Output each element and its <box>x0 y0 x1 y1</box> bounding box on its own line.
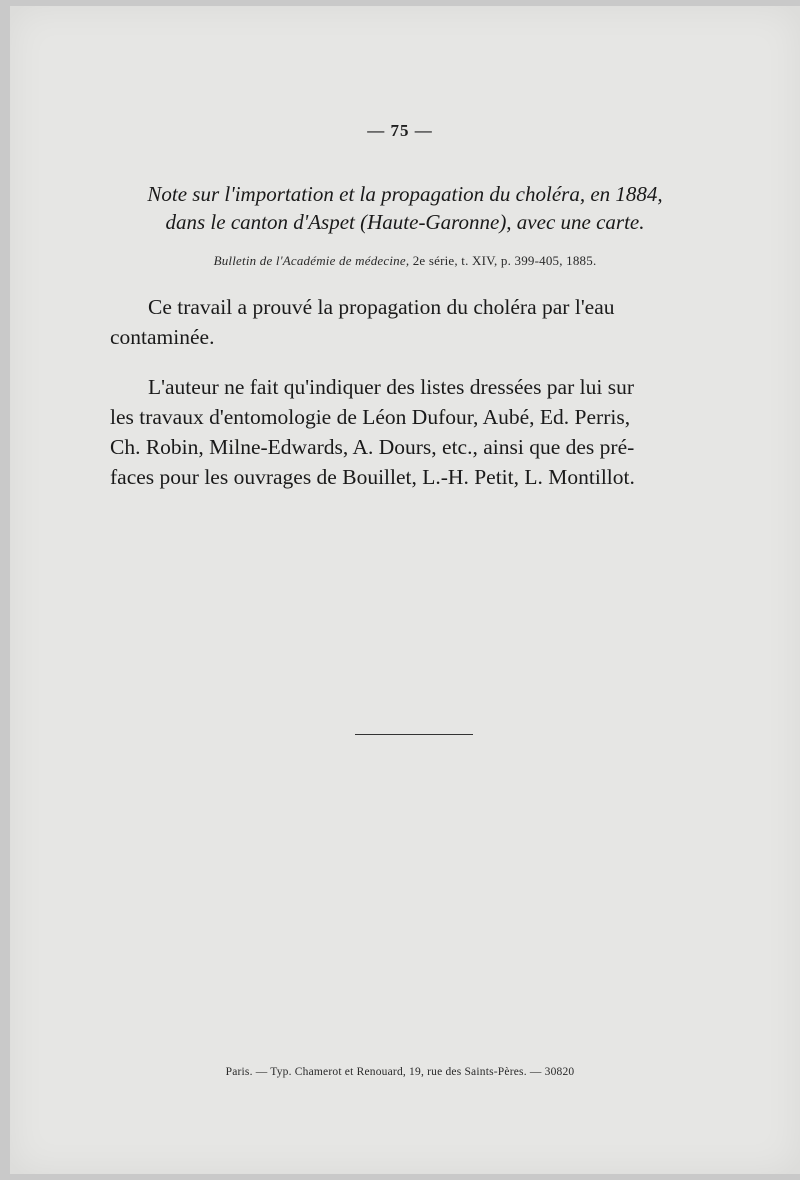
note-title <box>110 180 700 236</box>
citation-journal: Bulletin de l'Académie de médecine, <box>213 253 410 268</box>
note-title-line-2: dans le canton d'Aspet (Haute-Garonne), avec une carte. <box>165 210 645 234</box>
paragraph-line: faces pour les ouvrages de Bouillet, L.-H. Petit, L. Montillot. <box>110 465 635 489</box>
paragraph-line: Ce travail a prouvé la propagation du choléra par l'eau <box>148 295 615 319</box>
note-title-line-1: Note sur l'importation et la propagation du choléra, en 1884, <box>147 182 663 206</box>
paragraph-line: L'auteur ne fait qu'indiquer des listes dressées par lui sur <box>148 375 634 399</box>
paragraph-line: contaminée. <box>110 325 215 349</box>
printer-imprint: Paris. — Typ. Chamerot et Renouard, 19, rue des Saints-Pères. — 30820 <box>225 1066 575 1078</box>
paragraph-line: Ch. Robin, Milne-Edwards, A. Dours, etc., ainsi que des pré- <box>110 435 635 459</box>
paragraph-line: les travaux d'entomologie de Léon Dufour, Aubé, Ed. Perris, <box>110 405 631 429</box>
section-divider <box>355 734 473 735</box>
paragraph-entomology <box>110 372 690 492</box>
citation <box>110 253 700 269</box>
citation-details: 2e série, t. XIV, p. 399-405, 1885. <box>412 253 597 268</box>
page-number: — 75 — <box>367 121 433 140</box>
paragraph-cholera <box>110 292 690 352</box>
